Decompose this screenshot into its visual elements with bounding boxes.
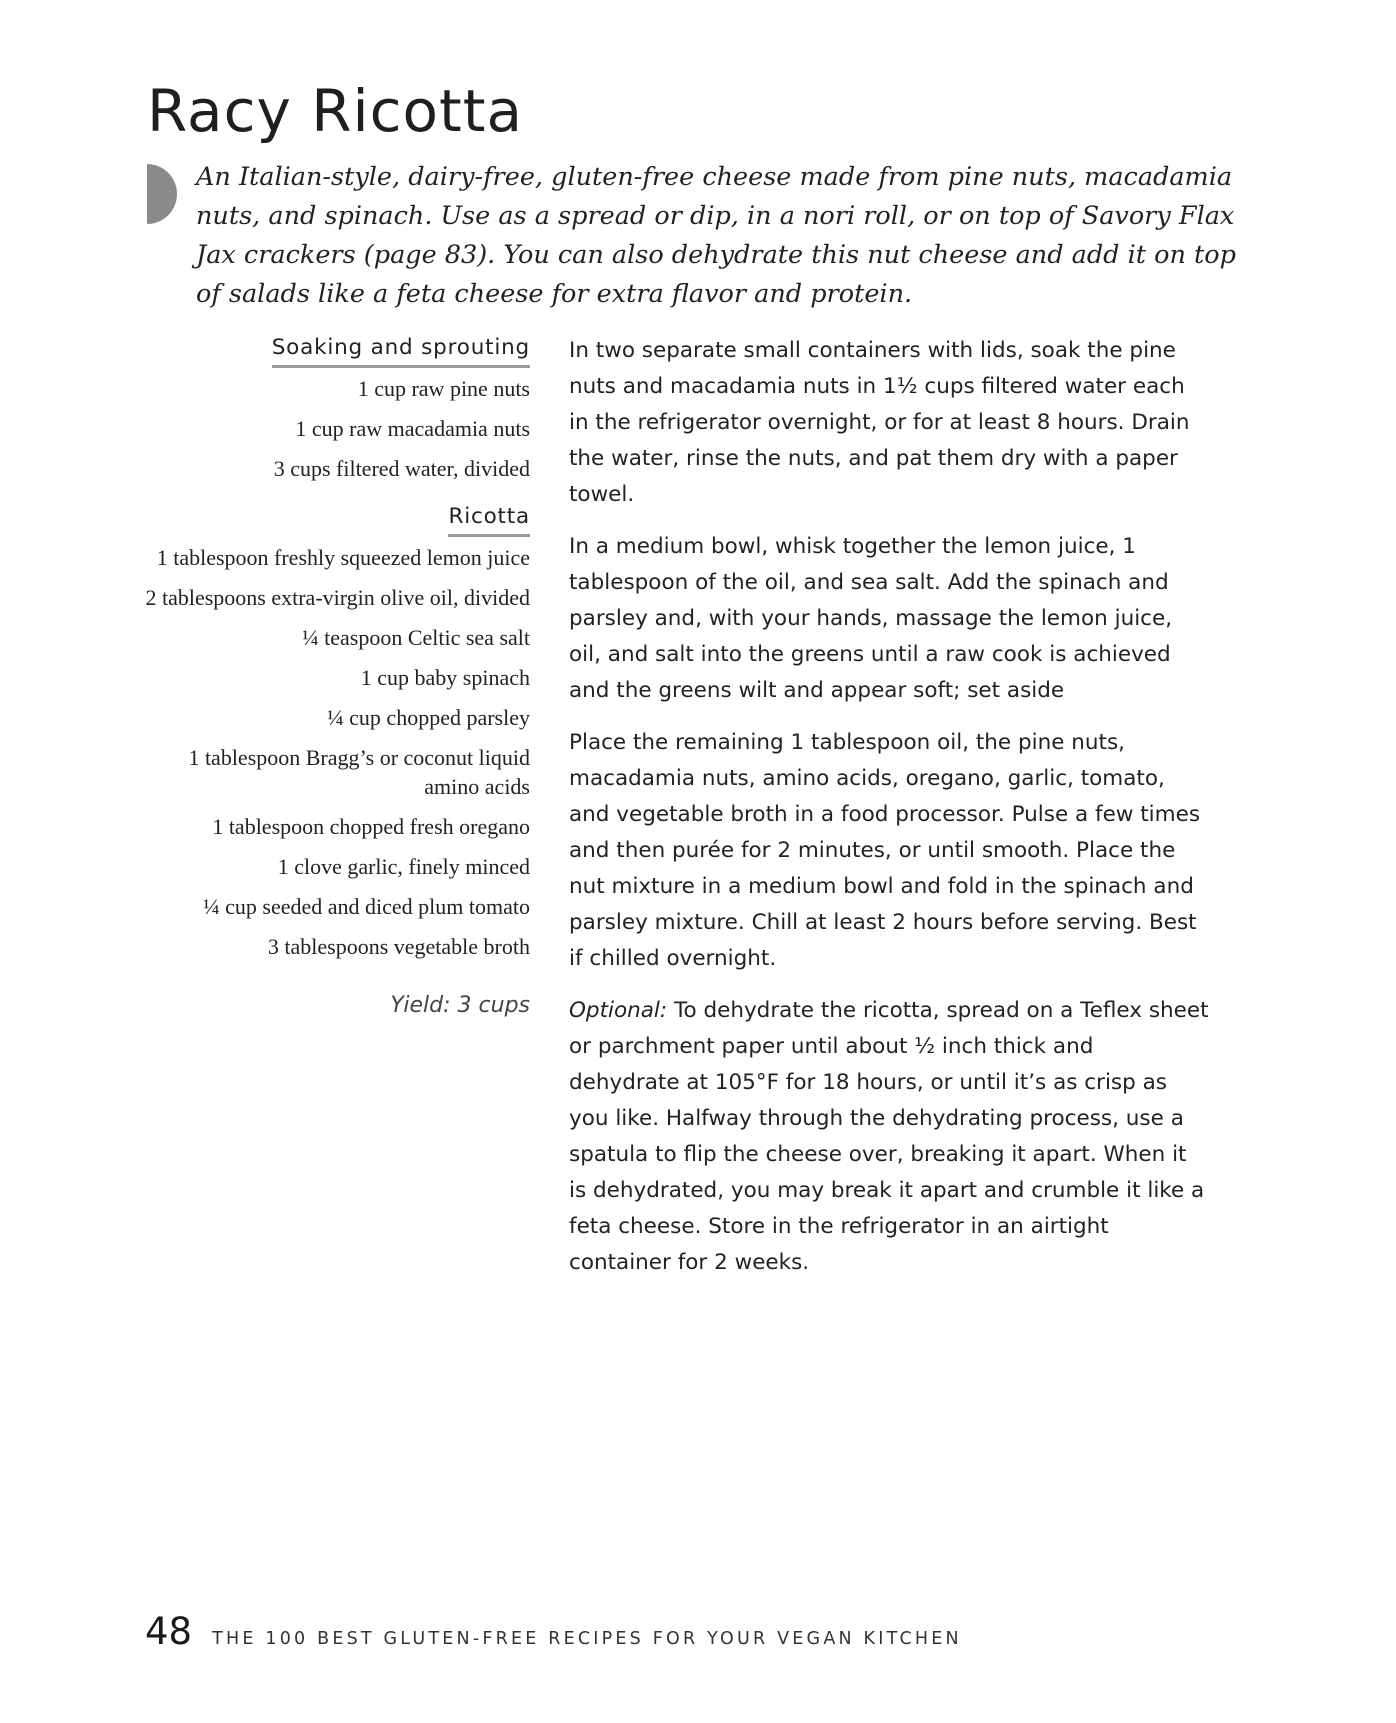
soaking-ingredient-list [140,374,530,483]
ingredient-item: 1 tablespoon chopped fresh oregano [212,814,530,839]
recipe-title: Racy Ricotta [147,77,524,145]
ricotta-ingredient-list [140,543,530,961]
optional-label: Optional: [569,998,668,1023]
recipe-intro: An Italian-style, dairy-free, gluten-free cheese made from pine nuts, macadamia nuts, and spinach. Use as a spread or dip, in a nori roll, or on top of Savory Flax Jax crackers (page 83). You can also dehydrate this nut cheese and add it on top of salads like a feta cheese for extra flavor and protein. [196,162,1236,309]
instruction-step: In a medium bowl, whisk together the lemon juice, 1 tablespoon of the oil, and sea salt. Add the spinach and parsley and, with your hands, massage the lemon juice, oil, and salt into the greens until a raw cook is achieved and the greens wilt and appear soft; set aside [569,534,1173,703]
ingredient-item: 3 tablespoons vegetable broth [267,934,530,959]
ingredient-item: 1 clove garlic, finely minced [277,854,530,879]
ricotta-heading-wrap [140,503,530,537]
ingredient-item: 1 cup baby spinach [360,665,530,690]
instructions-column [569,333,1209,1297]
section-marker [147,164,177,224]
ingredient-item: ¼ cup seeded and diced plum tomato [203,894,530,919]
soaking-heading: Soaking and sprouting [272,334,530,368]
instruction-step: Place the remaining 1 tablespoon oil, the pine nuts, macadamia nuts, amino acids, oregano, garlic, tomato, and vegetable broth in a food processor. Pulse a few times and then purée for 2 minutes, or until smooth. Place the nut mixture in a medium bowl and fold in the spinach and parsley mixture. Chill at least 2 hours before serving. Best if chilled overnight. [569,730,1201,971]
recipe-yield: Yield: 3 cups [390,993,530,1018]
ricotta-heading: Ricotta [448,503,530,537]
ingredient-item: 1 cup raw pine nuts [357,376,530,401]
running-book-title: THE 100 BEST GLUTEN-FREE RECIPES FOR YOUR VEGAN KITCHEN [212,1629,962,1649]
page-number: 48 [145,1610,193,1653]
ingredient-item: 1 tablespoon freshly squeezed lemon juice [156,545,530,570]
ingredient-item: 3 cups filtered water, divided [273,456,530,481]
soaking-heading-wrap [140,334,530,368]
ingredient-item: 1 cup raw macadamia nuts [295,416,530,441]
ingredient-item: ¼ teaspoon Celtic sea salt [302,625,530,650]
optional-text: To dehydrate the ricotta, spread on a Teflex sheet or parchment paper until about ½ inch thick and dehydrate at 105°F for 18 hours, or until it’s as crisp as you like. Halfway through the dehydrating process, use a spatula to flip the cheese over, breaking it apart. When it is dehydrated, you may break it apart and crumble it like a feta cheese. Store in the refrigerator in an airtight container for 2 weeks. [569,998,1209,1275]
ingredients-column [140,334,530,1021]
page-footer [145,1610,962,1653]
ingredient-item: 2 tablespoons extra-virgin olive oil, divided [145,585,530,610]
ingredient-item: ¼ cup chopped parsley [327,705,530,730]
instruction-step: In two separate small containers with lids, soak the pine nuts and macadamia nuts in 1½ cups filtered water each in the refrigerator overnight, or for at least 8 hours. Drain the water, rinse the nuts, and pat them dry with a paper towel. [569,338,1190,507]
optional-step [569,993,1209,1281]
ingredient-item: 1 tablespoon Bragg’s or coconut liquid amino acids [188,745,530,799]
